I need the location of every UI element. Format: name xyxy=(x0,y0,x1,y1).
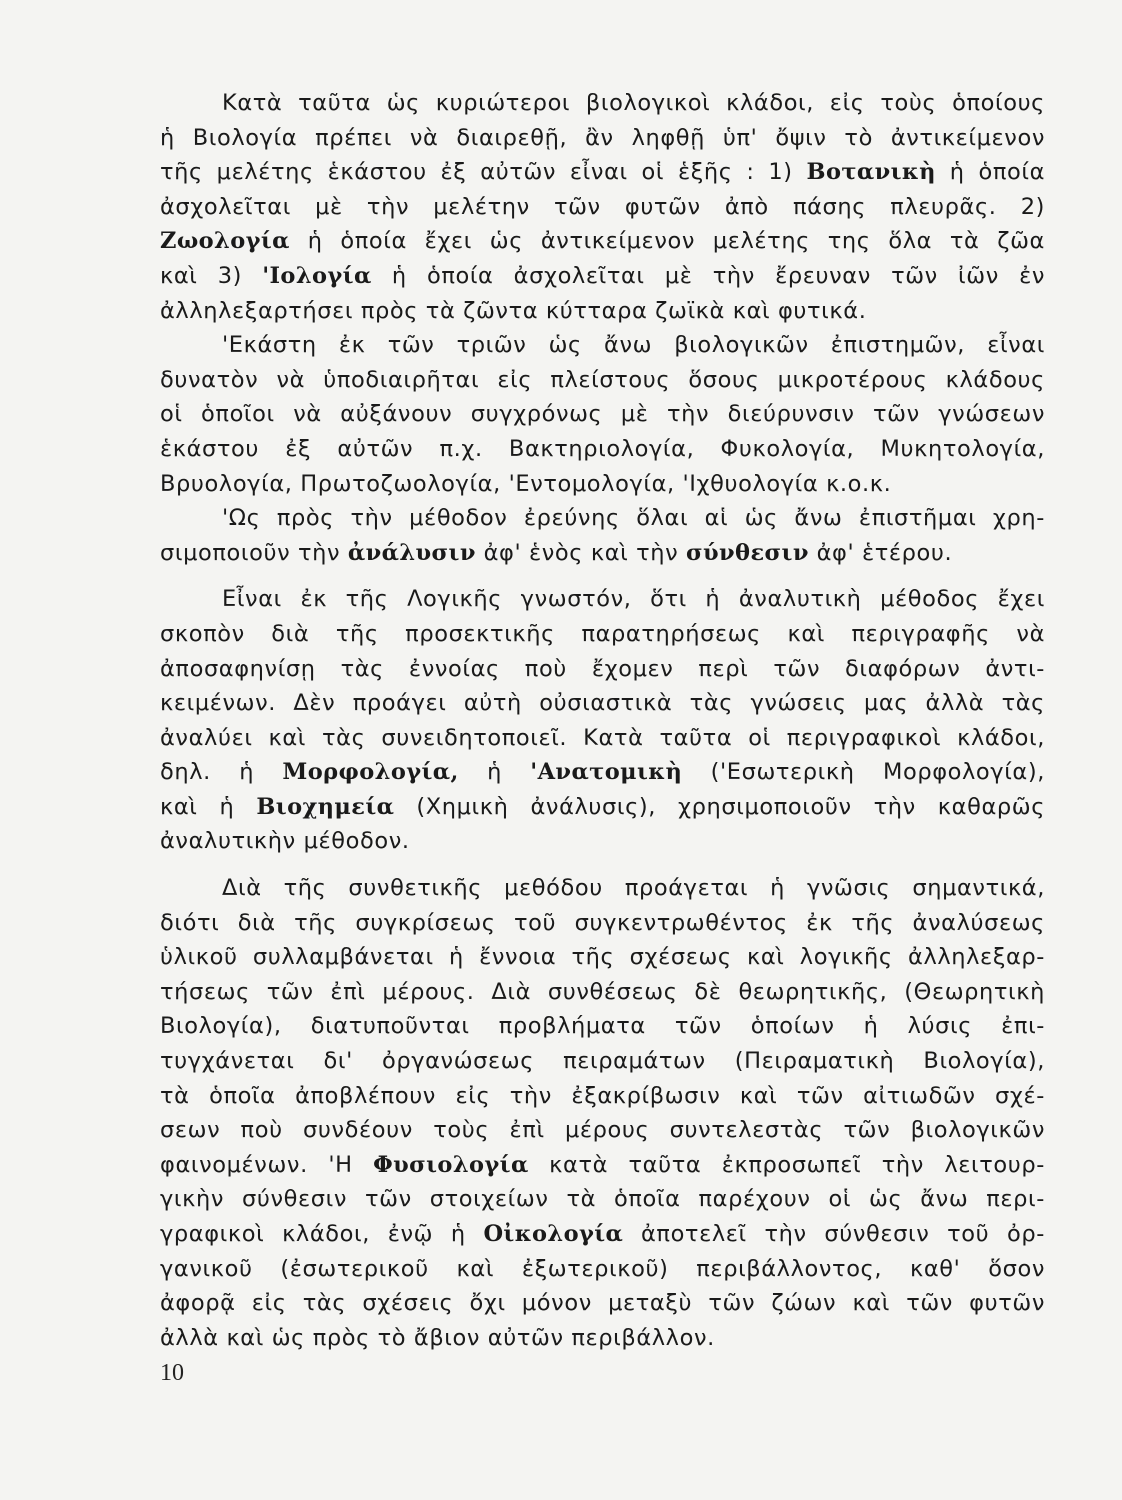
text-run: ἀφ' ἑτέρου. xyxy=(808,539,953,566)
text-line xyxy=(160,155,1045,190)
text-run: σκοπὸν διὰ τῆς προσεκτικῆς παρατηρήσεως καὶ περιγραφῆς νὰ xyxy=(160,620,1045,647)
text-run: τήσεως τῶν ἐπὶ μέρους. Διὰ συνθέσεως δὲ θεωρητικῆς, (Θεωρητικὴ xyxy=(160,978,1045,1005)
text-run: 'Ως πρὸς τὴν μέθοδον ἐρεύνης ὅλαι αἱ ὡς ἄνω ἐπιστῆμαι χρη- xyxy=(222,505,1045,532)
text-line xyxy=(160,686,1045,721)
text-run: κειμένων. Δὲν προάγει αὐτὴ οὐσιαστικὰ τὰς γνώσεις μας ἀλλὰ τὰς xyxy=(160,690,1045,717)
text-run: κατὰ ταῦτα ἐκπροσωπεῖ τὴν λειτουρ- xyxy=(528,1151,1045,1178)
body-text xyxy=(160,86,1045,1355)
paragraph xyxy=(160,328,1045,501)
bold-term: ἀνάλυσιν xyxy=(347,539,476,566)
text-run: καὶ 3) xyxy=(160,262,263,289)
text-run: 'Εκάστη ἐκ τῶν τριῶν ὡς ἄνω βιολογικῶν ἐπιστημῶν, εἶναι xyxy=(222,332,1045,359)
bold-term: Φυσιολογία xyxy=(373,1151,529,1178)
text-run: ἀφ' ἑνὸς καὶ τὴν xyxy=(475,539,687,566)
text-run: Εἶναι ἐκ τῆς Λογικῆς γνωστόν, ὅτι ἡ ἀναλυτικὴ μέθοδος ἔχει xyxy=(222,586,1045,613)
text-run: δηλ. ἡ xyxy=(160,759,283,786)
text-run: σεων ποὺ συνδέουν τοὺς ἐπὶ μέρους συντελεστὰς τῶν βιολογικῶν xyxy=(160,1117,1045,1144)
text-run: οἱ ὁποῖοι νὰ αὐξάνουν συγχρόνως μὲ τὴν διεύρυνσιν τῶν γνώσεων xyxy=(160,401,1045,428)
text-line xyxy=(160,617,1045,652)
text-run: ἀφορᾷ εἰς τὰς σχέσεις ὄχι μόνον μεταξὺ τῶν ζώων καὶ τῶν φυτῶν xyxy=(160,1290,1045,1317)
text-run: καὶ ἡ xyxy=(160,793,257,820)
text-run: ἡ Βιολογία πρέπει νὰ διαιρεθῇ, ἂν ληφθῇ ὑπ' ὄψιν τὸ ἀντικείμενον xyxy=(160,124,1045,151)
text-line xyxy=(160,190,1045,225)
text-run: ἡ ὁποία xyxy=(935,159,1045,186)
text-line xyxy=(160,1009,1045,1044)
text-line xyxy=(160,1321,1045,1356)
text-run: ἀλλὰ καὶ ὡς πρὸς τὸ ἄβιον αὐτῶν περιβάλλον. xyxy=(160,1324,715,1351)
text-line xyxy=(160,501,1045,536)
paragraph xyxy=(160,86,1045,328)
text-run: διότι διὰ τῆς συγκρίσεως τοῦ συγκεντρωθέντος ἐκ τῆς ἀναλύσεως xyxy=(160,909,1045,936)
text-run: Κατὰ ταῦτα ὡς κυριώτεροι βιολογικοὶ κλάδοι, εἰς τοὺς ὁποίους xyxy=(222,90,1045,116)
text-run: ἀσχολεῖται μὲ τὴν μελέτην τῶν φυτῶν ἀπὸ πάσης πλευρᾶς. 2) xyxy=(160,193,1045,220)
text-run: ἡ ὁποία ἀσχολεῖται μὲ τὴν ἔρευναν τῶν ἰῶν ἐν xyxy=(371,262,1045,289)
text-line xyxy=(160,294,1045,329)
bold-term: σύνθεσιν xyxy=(686,539,809,566)
text-line xyxy=(160,940,1045,975)
paragraph-gap xyxy=(160,570,1045,582)
text-run: γικὴν σύνθεσιν τῶν στοιχείων τὰ ὁποῖα παρέχουν οἱ ὡς ἄνω περι- xyxy=(160,1186,1045,1213)
text-run: ἀποσαφηνίσῃ τὰς ἐννοίας ποὺ ἔχομεν περὶ τῶν διαφόρων ἀντι- xyxy=(160,655,1045,682)
text-run: τῆς μελέτης ἑκάστου ἐξ αὐτῶν εἶναι οἱ ἑξῆς : 1) xyxy=(160,159,807,186)
text-line xyxy=(160,1182,1045,1217)
text-line xyxy=(160,224,1045,259)
text-line xyxy=(160,1148,1045,1183)
bold-term: 'Ανατομικὴ xyxy=(530,759,683,786)
text-line xyxy=(160,1044,1045,1079)
bold-term: Μορφολογία, xyxy=(282,759,459,786)
text-run: ἀναλυτικὴν μέθοδον. xyxy=(160,828,410,855)
text-line xyxy=(160,721,1045,756)
text-run: ἑκάστου ἐξ αὐτῶν π.χ. Βακτηριολογία, Φυκολογία, Μυκητολογία, xyxy=(160,435,1045,462)
text-run: γανικοῦ (ἐσωτερικοῦ καὶ ἐξωτερικοῦ) περιβάλλοντος, καθ' ὅσον xyxy=(160,1255,1045,1282)
paragraph xyxy=(160,582,1045,859)
text-run: ὑλικοῦ συλλαμβάνεται ἡ ἔννοια τῆς σχέσεως καὶ λογικῆς ἀλληλεξαρ- xyxy=(160,944,1045,971)
text-line xyxy=(160,121,1045,156)
text-run: γραφικοὶ κλάδοι, ἐνῷ ἡ xyxy=(160,1221,484,1247)
text-line xyxy=(160,259,1045,294)
text-line xyxy=(160,1113,1045,1148)
paragraph xyxy=(160,501,1045,570)
text-line xyxy=(160,1079,1045,1114)
bold-term: Ζωολογία xyxy=(160,228,290,255)
text-line xyxy=(160,432,1045,467)
text-line xyxy=(160,328,1045,363)
text-run: δυνατὸν νὰ ὑποδιαιρῆται εἰς πλείστους ὅσους μικροτέρους κλάδους xyxy=(160,366,1045,393)
text-run: ἀλληλεξαρτήσει πρὸς τὰ ζῶντα κύτταρα ζωϊκὰ καὶ φυτικά. xyxy=(160,297,867,324)
text-line xyxy=(160,363,1045,398)
text-line xyxy=(160,1286,1045,1321)
text-line xyxy=(160,790,1045,825)
text-run: ἀναλύει καὶ τὰς συνειδητοποιεῖ. Κατὰ ταῦτα οἱ περιγραφικοὶ κλάδοι, xyxy=(160,724,1045,751)
text-run: Βρυολογία, Πρωτοζωολογία, 'Εντομολογία, 'Ιχθυολογία κ.ο.κ. xyxy=(160,470,892,497)
text-line xyxy=(160,86,1045,121)
text-run: (Χημικὴ ἀνάλυσις), χρησιμοποιοῦν τὴν καθαρῶς xyxy=(394,793,1045,820)
text-run: ἡ xyxy=(458,759,531,786)
text-line xyxy=(160,1252,1045,1287)
text-run: τυγχάνεται δι' ὀργανώσεως πειραμάτων (Πειραματικὴ Βιολογία), xyxy=(160,1048,1045,1075)
text-line xyxy=(160,1217,1045,1252)
bold-term: 'Ιολογία xyxy=(262,262,372,289)
text-run: τὰ ὁποῖα ἀποβλέπουν εἰς τὴν ἐξακρίβωσιν καὶ τῶν αἰτιωδῶν σχέ- xyxy=(160,1082,1045,1109)
paragraph-gap xyxy=(160,859,1045,871)
text-line xyxy=(160,871,1045,906)
text-line xyxy=(160,906,1045,941)
text-run: σιμοποιοῦν τὴν xyxy=(160,539,348,566)
text-run: ('Εσωτερικὴ Μορφολογία), xyxy=(682,759,1045,786)
text-run: φαινομένων. 'Η xyxy=(160,1151,374,1178)
bold-term: Οἰκολογία xyxy=(483,1221,624,1247)
text-line xyxy=(160,824,1045,859)
bold-term: Βιοχημεία xyxy=(256,793,395,820)
text-line xyxy=(160,397,1045,432)
bold-term: Βοτανικὴ xyxy=(806,159,936,186)
paragraph xyxy=(160,871,1045,1355)
page-number: 10 xyxy=(160,1360,184,1386)
text-line xyxy=(160,582,1045,617)
text-line xyxy=(160,467,1045,502)
text-line xyxy=(160,536,1045,571)
text-line xyxy=(160,652,1045,687)
text-run: ἡ ὁποία ἔχει ὡς ἀντικείμενον μελέτης της ὅλα τὰ ζῶα xyxy=(289,228,1045,255)
text-line xyxy=(160,755,1045,790)
text-run: ἀποτελεῖ τὴν σύνθεσιν τοῦ ὀρ- xyxy=(623,1221,1045,1247)
text-line xyxy=(160,975,1045,1010)
text-run: Διὰ τῆς συνθετικῆς μεθόδου προάγεται ἡ γνῶσις σημαντικά, xyxy=(222,875,1045,902)
text-run: Βιολογία), διατυποῦνται προβλήματα τῶν ὁποίων ἡ λύσις ἐπι- xyxy=(160,1013,1045,1040)
